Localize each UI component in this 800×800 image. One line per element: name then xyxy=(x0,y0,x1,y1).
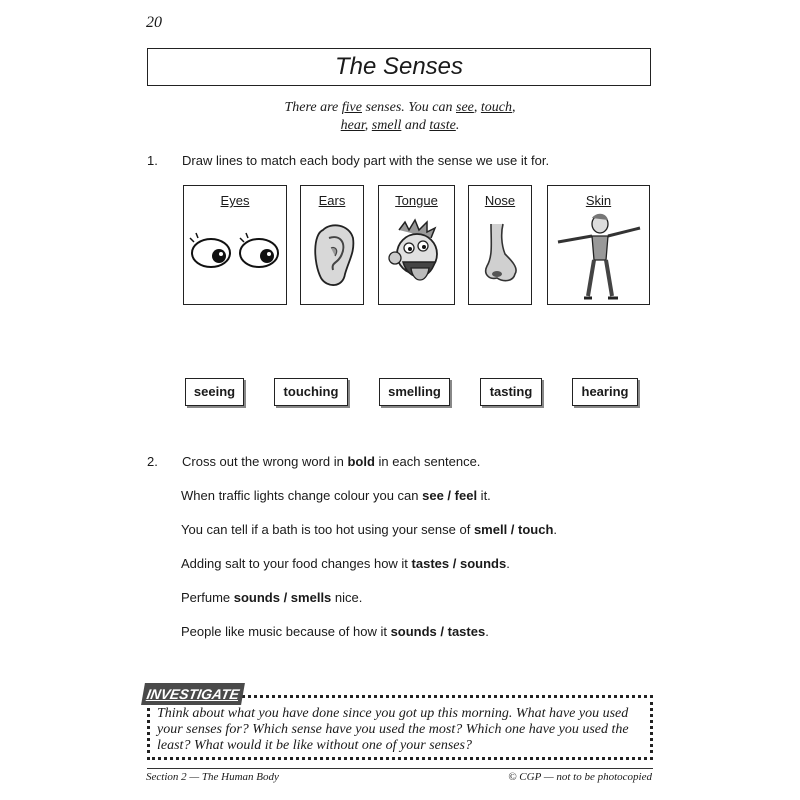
intro-hear: hear xyxy=(340,118,365,133)
investigate-text: Think about what you have done since you got up this morning. What have you used your senses for? Which sense have you used the most? Which one have you used the least? What would it be like without one of your senses? xyxy=(157,706,629,753)
eyes-icon xyxy=(184,212,288,302)
word-box-hearing[interactable]: hearing xyxy=(572,378,638,406)
sentence-text: it. xyxy=(477,488,491,503)
sentence-text: Adding salt to your food changes how it xyxy=(181,556,412,571)
sentence-2 xyxy=(181,522,557,537)
intro-see: see xyxy=(456,100,474,115)
ear-icon xyxy=(301,212,365,302)
card-label-nose: Nose xyxy=(484,193,516,208)
sentence-5 xyxy=(181,624,489,639)
q2-text-bold: bold xyxy=(347,454,375,469)
word-box-tasting[interactable]: tasting xyxy=(480,378,542,406)
question-1-number: 1. xyxy=(147,153,158,168)
footer-copyright: © CGP — not to be photocopied xyxy=(508,771,652,783)
intro-part: There are xyxy=(284,100,342,115)
card-label-eyes: Eyes xyxy=(220,193,250,208)
investigate-tag: INVESTIGATE xyxy=(141,683,245,705)
nose-icon xyxy=(469,212,533,302)
footer-section: Section 2 — The Human Body xyxy=(146,771,279,783)
word-box-seeing[interactable]: seeing xyxy=(185,378,244,406)
sentence-1 xyxy=(181,488,491,503)
sentence-text: When traffic lights change colour you can xyxy=(181,488,423,503)
sentence-choice[interactable]: see / feel xyxy=(422,488,478,503)
intro-taste: taste xyxy=(429,118,456,133)
sentence-text: You can tell if a bath is too hot using your sense of xyxy=(181,522,474,537)
intro-part: , xyxy=(473,100,481,115)
sentence-choice[interactable]: sounds / smells xyxy=(233,590,332,605)
page-title: The Senses xyxy=(334,53,464,80)
intro-part: and xyxy=(401,118,430,133)
footer-divider xyxy=(147,768,653,769)
page-number: 20 xyxy=(146,14,162,31)
card-ears[interactable] xyxy=(300,185,364,305)
card-nose[interactable] xyxy=(468,185,532,305)
skin-person-icon xyxy=(548,212,651,302)
intro-part: , xyxy=(364,118,372,133)
sentence-text: . xyxy=(485,624,489,639)
q2-text-part: in each sentence. xyxy=(374,454,481,469)
card-tongue[interactable] xyxy=(378,185,455,305)
question-1-text: Draw lines to match each body part with the sense we use it for. xyxy=(182,153,550,168)
sentence-text: Perfume xyxy=(181,590,234,605)
card-label-ears: Ears xyxy=(318,193,346,208)
sentence-text: People like music because of how it xyxy=(181,624,391,639)
sentence-text: . xyxy=(553,522,558,537)
intro-part: senses. You can xyxy=(362,100,456,115)
question-2-number: 2. xyxy=(147,454,158,469)
q2-text-part: Cross out the wrong word in xyxy=(182,454,348,469)
sentence-choice[interactable]: sounds / tastes xyxy=(390,624,486,639)
card-eyes[interactable] xyxy=(183,185,287,305)
word-box-touching[interactable]: touching xyxy=(274,378,348,406)
sentence-3 xyxy=(181,556,510,571)
card-skin[interactable] xyxy=(547,185,650,305)
intro-text xyxy=(200,99,600,135)
card-label-skin: Skin xyxy=(585,193,612,208)
sentence-text: nice. xyxy=(331,590,363,605)
question-2-text xyxy=(182,454,480,469)
intro-smell: smell xyxy=(371,118,402,133)
tongue-face-icon xyxy=(379,212,456,302)
sentence-choice[interactable]: smell / touch xyxy=(473,522,554,537)
intro-part: . xyxy=(455,118,460,133)
intro-five: five xyxy=(341,100,362,115)
word-box-smelling[interactable]: smelling xyxy=(379,378,450,406)
card-label-tongue: Tongue xyxy=(395,193,438,208)
intro-part: , xyxy=(512,100,516,115)
sentence-text: . xyxy=(506,556,510,571)
sentence-4 xyxy=(181,590,362,605)
intro-touch: touch xyxy=(480,100,512,115)
title-box xyxy=(147,48,651,86)
sentence-choice[interactable]: tastes / sounds xyxy=(411,556,507,571)
